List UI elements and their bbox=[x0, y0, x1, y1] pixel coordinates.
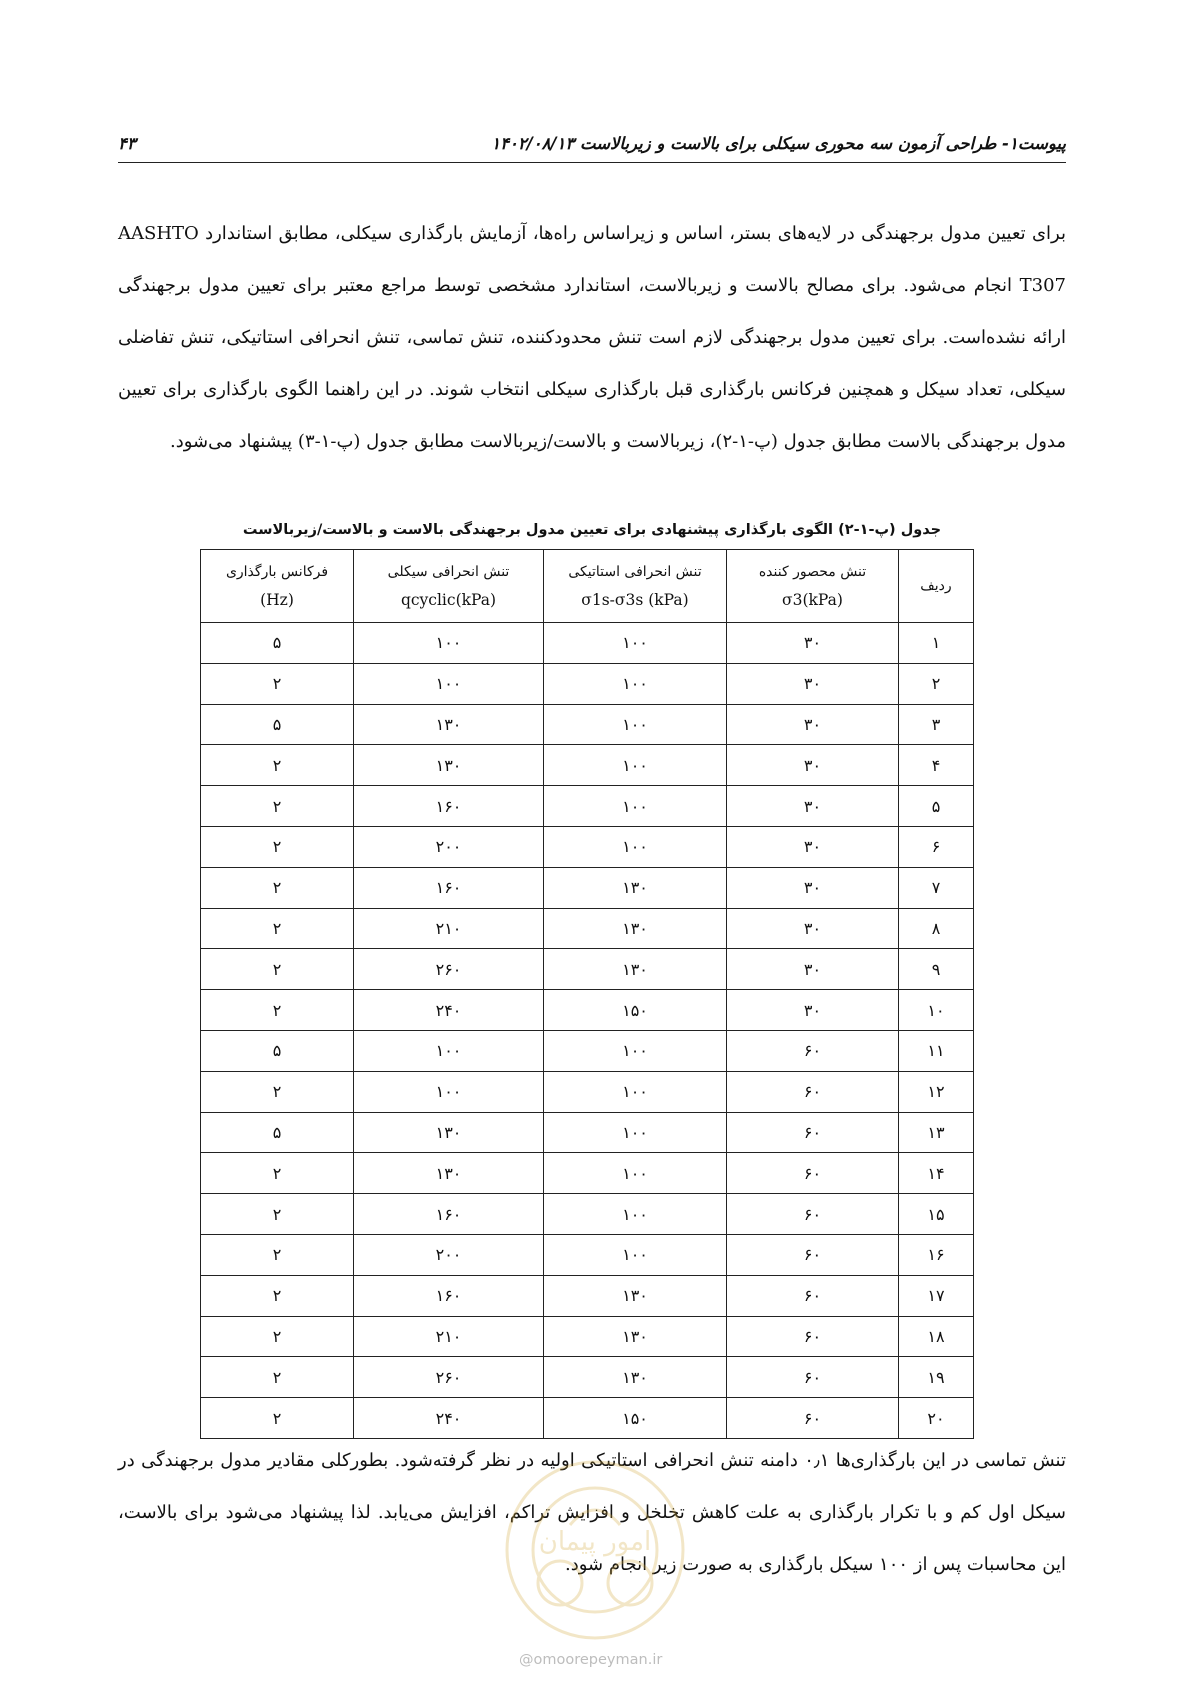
table-row bbox=[201, 1398, 974, 1439]
confining-stress-cell: ۶۰ bbox=[727, 1316, 899, 1357]
confining-stress-cell: ۳۰ bbox=[727, 745, 899, 786]
table-row bbox=[201, 623, 974, 664]
static-stress-cell: ۱۳۰ bbox=[544, 867, 727, 908]
frequency-cell: ۲ bbox=[201, 826, 354, 867]
row-number-cell: ۳ bbox=[899, 704, 974, 745]
table-caption: جدول (پ-۱-۲) الگوی بارگذاری پیشنهادی برای تعیین مدول برجهندگی بالاست و بالاست/زیربالاست bbox=[242, 522, 942, 538]
frequency-cell: ۲ bbox=[201, 786, 354, 827]
frequency-cell: ۵ bbox=[201, 704, 354, 745]
table-row bbox=[201, 1234, 974, 1275]
confining-stress-cell: ۳۰ bbox=[727, 990, 899, 1031]
table-row bbox=[201, 1153, 974, 1194]
static-stress-cell: ۱۰۰ bbox=[544, 1030, 727, 1071]
static-stress-cell: ۱۰۰ bbox=[544, 623, 727, 664]
cyclic-stress-cell: ۲۶۰ bbox=[354, 949, 544, 990]
table-row bbox=[201, 1112, 974, 1153]
table-row bbox=[201, 1275, 974, 1316]
cyclic-stress-cell: ۲۰۰ bbox=[354, 826, 544, 867]
row-number-cell: ۲۰ bbox=[899, 1398, 974, 1439]
row-number-cell: ۱۴ bbox=[899, 1153, 974, 1194]
header-row-number: ردیف bbox=[899, 550, 974, 623]
cyclic-stress-cell: ۲۴۰ bbox=[354, 990, 544, 1031]
static-stress-cell: ۱۵۰ bbox=[544, 990, 727, 1031]
frequency-cell: ۲ bbox=[201, 745, 354, 786]
row-number-cell: ۶ bbox=[899, 826, 974, 867]
cyclic-stress-cell: ۲۱۰ bbox=[354, 1316, 544, 1357]
cyclic-stress-cell: ۱۰۰ bbox=[354, 1030, 544, 1071]
table-row bbox=[201, 1071, 974, 1112]
page-header bbox=[118, 130, 1066, 163]
table-body bbox=[201, 623, 974, 1439]
intro-paragraph bbox=[118, 208, 1066, 468]
confining-stress-cell: ۶۰ bbox=[727, 1357, 899, 1398]
cyclic-stress-cell: ۱۶۰ bbox=[354, 867, 544, 908]
row-number-cell: ۷ bbox=[899, 867, 974, 908]
header-cyclic-deviator-stress: تنش انحرافی سیکلی qcyclic(kPa) bbox=[354, 550, 544, 623]
row-number-cell: ۹ bbox=[899, 949, 974, 990]
cyclic-stress-cell: ۱۰۰ bbox=[354, 1071, 544, 1112]
confining-stress-cell: ۶۰ bbox=[727, 1030, 899, 1071]
frequency-cell: ۲ bbox=[201, 1357, 354, 1398]
static-stress-cell: ۱۰۰ bbox=[544, 786, 727, 827]
cyclic-stress-cell: ۱۶۰ bbox=[354, 1194, 544, 1235]
row-number-cell: ۱۲ bbox=[899, 1071, 974, 1112]
frequency-cell: ۲ bbox=[201, 1071, 354, 1112]
confining-stress-cell: ۶۰ bbox=[727, 1112, 899, 1153]
cyclic-stress-cell: ۱۳۰ bbox=[354, 704, 544, 745]
table-row bbox=[201, 1194, 974, 1235]
table-row bbox=[201, 826, 974, 867]
confining-stress-cell: ۳۰ bbox=[727, 826, 899, 867]
row-number-cell: ۸ bbox=[899, 908, 974, 949]
header-loading-frequency: فرکانس بارگذاری (Hz) bbox=[201, 550, 354, 623]
static-stress-cell: ۱۳۰ bbox=[544, 1357, 727, 1398]
frequency-cell: ۲ bbox=[201, 1153, 354, 1194]
row-number-cell: ۱۷ bbox=[899, 1275, 974, 1316]
static-stress-cell: ۱۰۰ bbox=[544, 826, 727, 867]
frequency-cell: ۲ bbox=[201, 949, 354, 990]
cyclic-stress-cell: ۱۰۰ bbox=[354, 623, 544, 664]
confining-stress-cell: ۳۰ bbox=[727, 704, 899, 745]
table-row bbox=[201, 1030, 974, 1071]
frequency-cell: ۲ bbox=[201, 1194, 354, 1235]
frequency-cell: ۲ bbox=[201, 663, 354, 704]
seal-text: امور پیمان bbox=[538, 1527, 652, 1557]
row-number-cell: ۱ bbox=[899, 623, 974, 664]
page-number: ۴۳ bbox=[118, 134, 136, 153]
confining-stress-cell: ۶۰ bbox=[727, 1398, 899, 1439]
cyclic-stress-cell: ۲۴۰ bbox=[354, 1398, 544, 1439]
static-stress-cell: ۱۰۰ bbox=[544, 1153, 727, 1194]
intro-text: برای تعیین مدول برجهندگی در لایه‌های بستر، اساس و زیراساس راه‌ها، آزمایش بارگذاری سیکلی، مطابق استاندارد AASHTO T307 انجام می‌شود. برای مصالح بالاست و زیربالاست، استاندارد مشخصی توسط مراجع معتبر برای تعیین مدول برجهندگی ارائه نشده‌است. برای تعیین مدول برجهندگی لازم است تنش محدودکننده، تنش تماسی، تنش انحرافی استاتیکی، تنش تفاضلی سیکلی، تعداد سیکل و همچنین فرکانس بارگذاری قبل بارگذاری سیکلی انتخاب شوند. در این راهنما الگوی بارگذاری برای تعیین مدول برجهندگی بالاست مطابق جدول (پ-۱-۲)، زیربالاست و بالاست/زیربالاست مطابق جدول (پ-۱-۳) پیشنهاد می‌شود. bbox=[118, 223, 1066, 452]
table-row bbox=[201, 663, 974, 704]
confining-stress-cell: ۶۰ bbox=[727, 1194, 899, 1235]
cyclic-stress-cell: ۱۶۰ bbox=[354, 786, 544, 827]
frequency-cell: ۲ bbox=[201, 990, 354, 1031]
frequency-cell: ۲ bbox=[201, 1234, 354, 1275]
static-stress-cell: ۱۰۰ bbox=[544, 1234, 727, 1275]
static-stress-cell: ۱۳۰ bbox=[544, 1275, 727, 1316]
row-number-cell: ۱۰ bbox=[899, 990, 974, 1031]
outro-text: تنش تماسی در این بارگذاری‌ها ۰٫۱ دامنه تنش انحرافی استاتیکی اولیه در نظر گرفته‌شود. بطورکلی مقادیر مدول برجهندگی در سیکل اول کم و با تکرار بارگذاری به علت کاهش تخلخل و افزایش تراکم، افزایش می‌یابد. لذا پیشنهاد می‌شود برای بالاست، این محاسبات پس از ۱۰۰ سیکل بارگذاری به صورت زیر انجام شود. bbox=[118, 1450, 1067, 1575]
cyclic-stress-cell: ۱۶۰ bbox=[354, 1275, 544, 1316]
confining-stress-cell: ۶۰ bbox=[727, 1275, 899, 1316]
static-stress-cell: ۱۰۰ bbox=[544, 704, 727, 745]
header-title: پیوست۱- طراحی آزمون سه محوری سیکلی برای بالاست و زیربالاست ۱۴۰۲/۰۸/۱۳ bbox=[491, 134, 1066, 153]
watermark-seal-icon bbox=[500, 1455, 690, 1645]
row-number-cell: ۵ bbox=[899, 786, 974, 827]
frequency-cell: ۵ bbox=[201, 623, 354, 664]
static-stress-cell: ۱۳۰ bbox=[544, 1316, 727, 1357]
cyclic-stress-cell: ۱۳۰ bbox=[354, 1153, 544, 1194]
row-number-cell: ۱۸ bbox=[899, 1316, 974, 1357]
row-number-cell: ۱۶ bbox=[899, 1234, 974, 1275]
cyclic-stress-cell: ۲۰۰ bbox=[354, 1234, 544, 1275]
static-stress-cell: ۱۰۰ bbox=[544, 1194, 727, 1235]
row-number-cell: ۲ bbox=[899, 663, 974, 704]
table-row bbox=[201, 1357, 974, 1398]
row-number-cell: ۴ bbox=[899, 745, 974, 786]
table-row bbox=[201, 990, 974, 1031]
cyclic-stress-cell: ۱۳۰ bbox=[354, 1112, 544, 1153]
confining-stress-cell: ۶۰ bbox=[727, 1071, 899, 1112]
frequency-cell: ۲ bbox=[201, 867, 354, 908]
cyclic-stress-cell: ۲۱۰ bbox=[354, 908, 544, 949]
loading-pattern-table bbox=[200, 549, 974, 1439]
frequency-cell: ۲ bbox=[201, 1275, 354, 1316]
watermark-url: @omoorepeyman.ir bbox=[519, 1652, 663, 1668]
static-stress-cell: ۱۰۰ bbox=[544, 1071, 727, 1112]
static-stress-cell: ۱۰۰ bbox=[544, 1112, 727, 1153]
frequency-cell: ۲ bbox=[201, 1316, 354, 1357]
table-row bbox=[201, 867, 974, 908]
static-stress-cell: ۱۳۰ bbox=[544, 908, 727, 949]
confining-stress-cell: ۳۰ bbox=[727, 949, 899, 990]
table-row bbox=[201, 786, 974, 827]
table-row bbox=[201, 908, 974, 949]
table-header-row bbox=[201, 550, 974, 623]
table-row bbox=[201, 745, 974, 786]
confining-stress-cell: ۳۰ bbox=[727, 663, 899, 704]
confining-stress-cell: ۳۰ bbox=[727, 908, 899, 949]
row-number-cell: ۱۱ bbox=[899, 1030, 974, 1071]
row-number-cell: ۱۳ bbox=[899, 1112, 974, 1153]
cyclic-stress-cell: ۲۶۰ bbox=[354, 1357, 544, 1398]
confining-stress-cell: ۶۰ bbox=[727, 1153, 899, 1194]
frequency-cell: ۲ bbox=[201, 908, 354, 949]
frequency-cell: ۵ bbox=[201, 1112, 354, 1153]
table-row bbox=[201, 704, 974, 745]
confining-stress-cell: ۳۰ bbox=[727, 786, 899, 827]
header-static-deviator-stress: تنش انحرافی استاتیکی σ1s-σ3s (kPa) bbox=[544, 550, 727, 623]
row-number-cell: ۱۵ bbox=[899, 1194, 974, 1235]
cyclic-stress-cell: ۱۳۰ bbox=[354, 745, 544, 786]
frequency-cell: ۵ bbox=[201, 1030, 354, 1071]
header-confining-stress: تنش محصور کننده σ3(kPa) bbox=[727, 550, 899, 623]
static-stress-cell: ۱۳۰ bbox=[544, 949, 727, 990]
confining-stress-cell: ۳۰ bbox=[727, 623, 899, 664]
row-number-cell: ۱۹ bbox=[899, 1357, 974, 1398]
table-row bbox=[201, 949, 974, 990]
static-stress-cell: ۱۰۰ bbox=[544, 745, 727, 786]
confining-stress-cell: ۶۰ bbox=[727, 1234, 899, 1275]
cyclic-stress-cell: ۱۰۰ bbox=[354, 663, 544, 704]
frequency-cell: ۲ bbox=[201, 1398, 354, 1439]
confining-stress-cell: ۳۰ bbox=[727, 867, 899, 908]
table-row bbox=[201, 1316, 974, 1357]
static-stress-cell: ۱۵۰ bbox=[544, 1398, 727, 1439]
static-stress-cell: ۱۰۰ bbox=[544, 663, 727, 704]
